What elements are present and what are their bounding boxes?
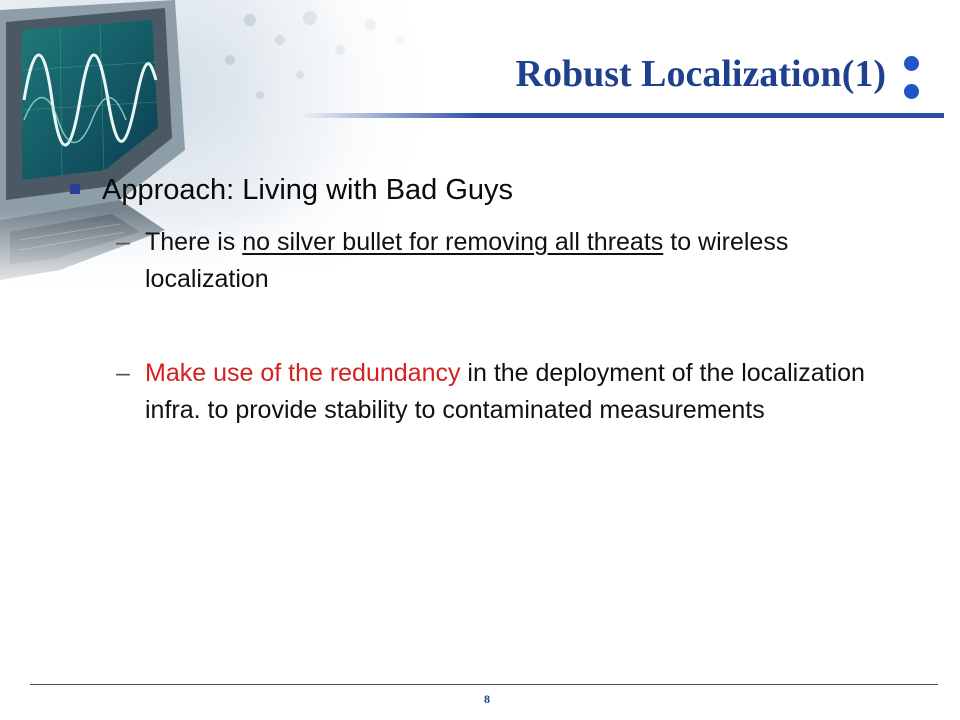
bullet-approach-text: Approach: Living with Bad Guys [102,174,514,206]
sub-bullet-text: There is no silver bullet for removing all threats to wireless localization [145,228,789,293]
square-bullet-icon [70,184,80,194]
dash-bullet-icon: – [116,228,130,256]
sub-bullet-text: Make use of the redundancy in the deployment of the localization infra. to provide stability to contaminated measurements [145,359,865,424]
slide-title: Robust Localization(1) [515,53,886,95]
page-number: 8 [484,692,490,706]
colon-dots-icon [904,56,920,102]
sub-bullet-redundancy [116,355,876,429]
dash-bullet-icon: – [116,359,130,387]
title-underline-rule [300,113,944,118]
highlighted-phrase: Make use of the redundancy [145,359,461,387]
sub-bullet-silver-bullet [116,224,876,298]
underlined-phrase: no silver bullet for removing all threats [242,228,664,256]
footer-rule [30,684,938,685]
